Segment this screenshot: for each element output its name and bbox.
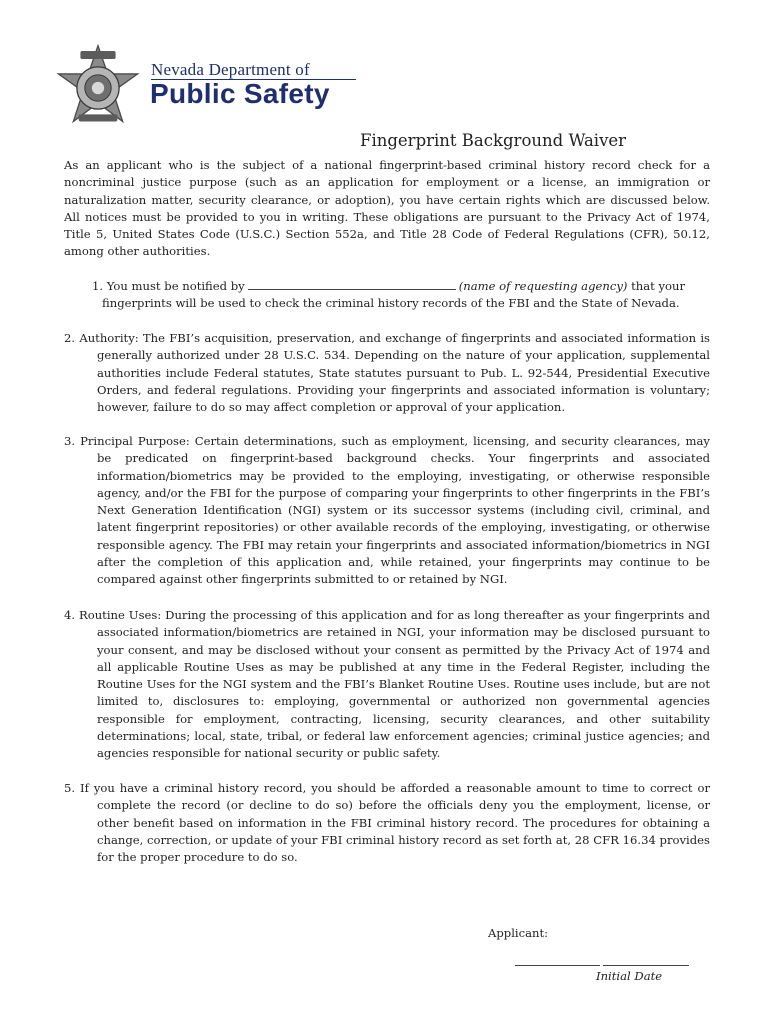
nevada-dps-star-badge-icon — [54, 44, 142, 132]
item1-suffix: that your — [631, 279, 686, 293]
document-title: Fingerprint Background Waiver — [360, 131, 627, 150]
notice-item-authority: 2. Authority: The FBI’s acquisition, preservation, and exchange of fingerprints and associated information is generally authorized under 28 U.S.C. 534. Depending on the nature of your application, supplemental authorities include Federal statutes, State statutes pursuant to Pub. L. 92-544, Presidential Executive Orders, and federal regulations. Providing your fingerprints and associated information is voluntary; however, failure to do so may affect completion or approval of your application. — [64, 331, 710, 415]
notice-item-1 — [92, 278, 692, 313]
item1-prefix: 1. You must be notified by — [92, 279, 245, 293]
notice-item-routine-uses: 4. Routine Uses: During the processing of this application and for as long thereafter as your fingerprints and associated information/biometrics are retained in NGI, your information may be disclosed pursuant to your consent, and may be disclosed without your consent as permitted by the Privacy Act of 1974 and all applicable Routine Uses as may be published at any time in the Federal Register, including the Routine Uses for the NGI system and the FBI’s Blanket Routine Uses. Routine uses include, but are not limited to, disclosures to: employing, governmental or authorized non governmental agencies responsible for employment, contracting, licensing, security clearances, and other suitability determinations; local, state, tribal, or federal law enforcement agencies; criminal justice agencies; and agencies responsible for national security or public safety. — [64, 608, 710, 761]
item1-line2: fingerprints will be used to check the criminal history records of the FBI and the State of Nevada. — [102, 296, 680, 311]
requesting-agency-field[interactable] — [248, 279, 456, 290]
initial-date-label: Initial Date — [596, 969, 663, 983]
intro-paragraph: As an applicant who is the subject of a national fingerprint-based criminal history record check for a noncriminal justice purpose (such as an application for employment or a license, an immigration or naturalization matter, security clearance, or adoption), you have certain rights which are discussed below. All notices must be provided to you in writing. These obligations are pursuant to the Privacy Act of 1974, Title 5, United States Code (U.S.C.) Section 552a, and Title 28 Code of Federal Regulations (CFR), 50.12, among other authorities. — [64, 158, 710, 259]
date-field[interactable] — [603, 965, 689, 966]
agency-name: Public Safety — [150, 78, 330, 109]
initial-field[interactable] — [515, 965, 600, 966]
notice-item-principal-purpose: 3. Principal Purpose: Certain determinations, such as employment, licensing, and security clearances, may be predicated on fingerprint-based background checks. Your fingerprints and associated information/biometrics may be provided to the employing, investigating, or otherwise responsible agency, and/or the FBI for the purpose of comparing your fingerprints to other fingerprints in the FBI’s Next Generation Identification (NGI) system or its successor systems (including civil, criminal, and latent fingerprint repositories) or other available records of the employing, investigating, or otherwise responsible agency. The FBI may retain your fingerprints and associated information/biometrics in NGI after the completion of this application and, while retained, your fingerprints may continue to be compared against other fingerprints submitted to or retained by NGI. — [64, 434, 710, 587]
applicant-label: Applicant: — [488, 926, 549, 940]
item1-field-hint: (name of requesting agency) — [458, 279, 628, 293]
notice-item-criminal-record: 5. If you have a criminal history record, you should be afforded a reasonable amount to time to correct or complete the record (or decline to do so) before the officials deny you the employment, license, or other benefit based on information in the FBI criminal history record. The procedures for obtaining a change, correction, or update of your FBI criminal history record as set forth at, 28 CFR 16.34 provides for the proper procedure to do so. — [64, 781, 710, 865]
department-name: Nevada Department of — [151, 60, 310, 79]
